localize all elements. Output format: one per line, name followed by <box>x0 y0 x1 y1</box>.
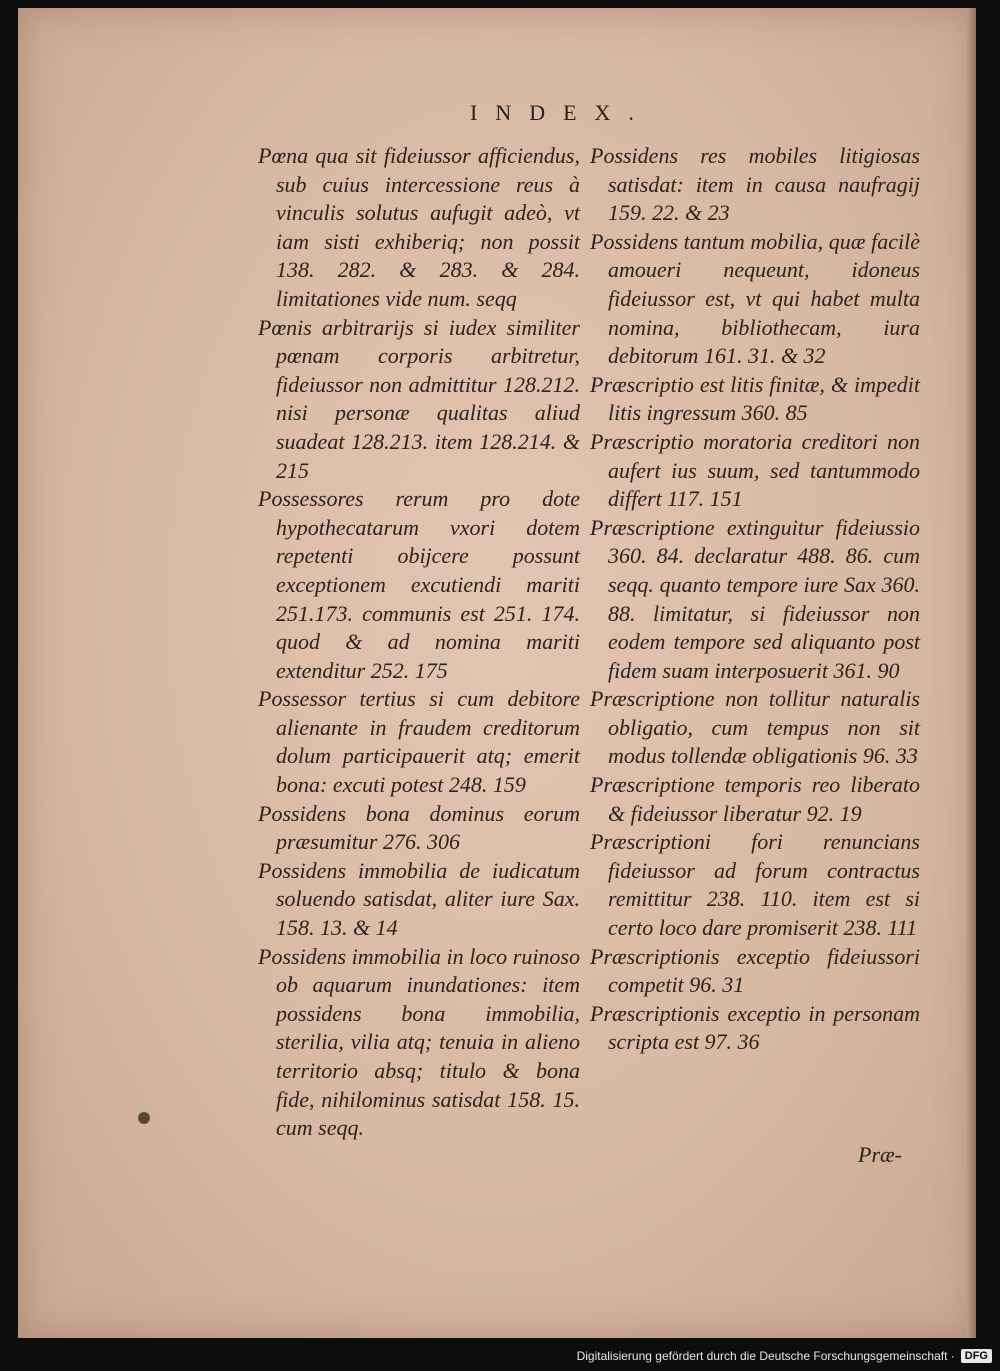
index-entry: Possessores rerum pro dote hypothecatarum vxori dotem repetenti obijcere possunt exceptionem excutiendi mariti 251.173. communis est 251. 174. quod & ad nomina mariti extenditur 252. 175 <box>258 486 580 683</box>
index-entry: Præscriptionis exceptio in personam scripta est 97. 36 <box>590 1000 920 1055</box>
index-entry: Possidens immobilia de iudicatum soluendo satisdat, aliter iure Sax. 158. 13. & 14 <box>258 857 580 941</box>
index-column-right <box>590 142 920 1057</box>
credit-text: Digitalisierung gefördert durch die Deutsche Forschungsgemeinschaft · <box>576 1349 955 1363</box>
page-edge <box>966 8 976 1338</box>
index-entry: Præscriptionis exceptio fideiussori competit 96. 31 <box>590 943 920 998</box>
index-entry: Possidens immobilia in loco ruinoso ob aquarum inundationes: item possidens bona immobilia, sterilia, vilia atq; tenuia in alieno territorio absq; titulo & bona fide, nihilominus satisdat 158. 15. cum seqq. <box>258 943 580 1141</box>
index-entry: Pœna qua sit fideiussor afficiendus, sub cuius intercessione reus à vinculis solutus aufugit adeò, vt iam sisti exhiberiq; non possit 138. 282. & 283. & 284. limitationes vide num. seqq <box>258 143 580 311</box>
index-entry: Præscriptio est litis finitæ, & impedit litis ingressum 360. 85 <box>590 371 920 426</box>
catchword: Præ- <box>858 1142 902 1167</box>
index-entry: Præscriptioni fori renuncians fideiussor ad forum contractus remittitur 238. 110. item est si certo loco dare promiserit 238. 111 <box>590 829 920 941</box>
index-entry: Possidens res mobiles litigiosas satisdat: item in causa naufragij 159. 22. & 23 <box>590 143 920 226</box>
ink-spot <box>138 1112 150 1124</box>
index-entry: Possessor tertius si cum debitore alienante in fraudem creditorum dolum participauerit atq; emerit bona: excuti potest 248. 159 <box>258 686 580 798</box>
index-column-left <box>258 142 580 1143</box>
index-entry: Præscriptio moratoria creditori non aufert ius suum, sed tantummodo differt 117. 151 <box>590 428 920 512</box>
index-entry: Possidens tantum mobilia, quæ facilè amoueri nequeunt, idoneus fideiussor est, vt qui habet multa nomina, bibliothecam, iura debitorum 161. 31. & 32 <box>590 228 920 369</box>
dfg-logo: DFG <box>961 1349 992 1363</box>
index-entry: Præscriptione extinguitur fideiussio 360. 84. declaratur 488. 86. cum seqq. quanto tempore iure Sax 360. 88. limitatur, si fideiussor non eodem tempore sed aliquanto post fidem suam interposuerit 361. 90 <box>590 514 920 683</box>
index-entry: Possidens bona dominus eorum præsumitur 276. 306 <box>258 800 580 855</box>
digitization-credit <box>577 1349 992 1363</box>
index-entry: Præscriptione non tollitur naturalis obligatio, cum tempus non sit modus tollendæ obligationis 96. 33 <box>590 686 920 769</box>
index-entry: Pœnis arbitrarijs si iudex similiter pœnam corporis arbitretur, fideiussor non admittitur 128.212. nisi personæ qualitas aliud suadeat 128.213. item 128.214. & 215 <box>258 314 580 483</box>
page-header: INDEX. <box>470 100 652 125</box>
index-entry: Præscriptione temporis reo liberato & fideiussor liberatur 92. 19 <box>590 772 920 826</box>
